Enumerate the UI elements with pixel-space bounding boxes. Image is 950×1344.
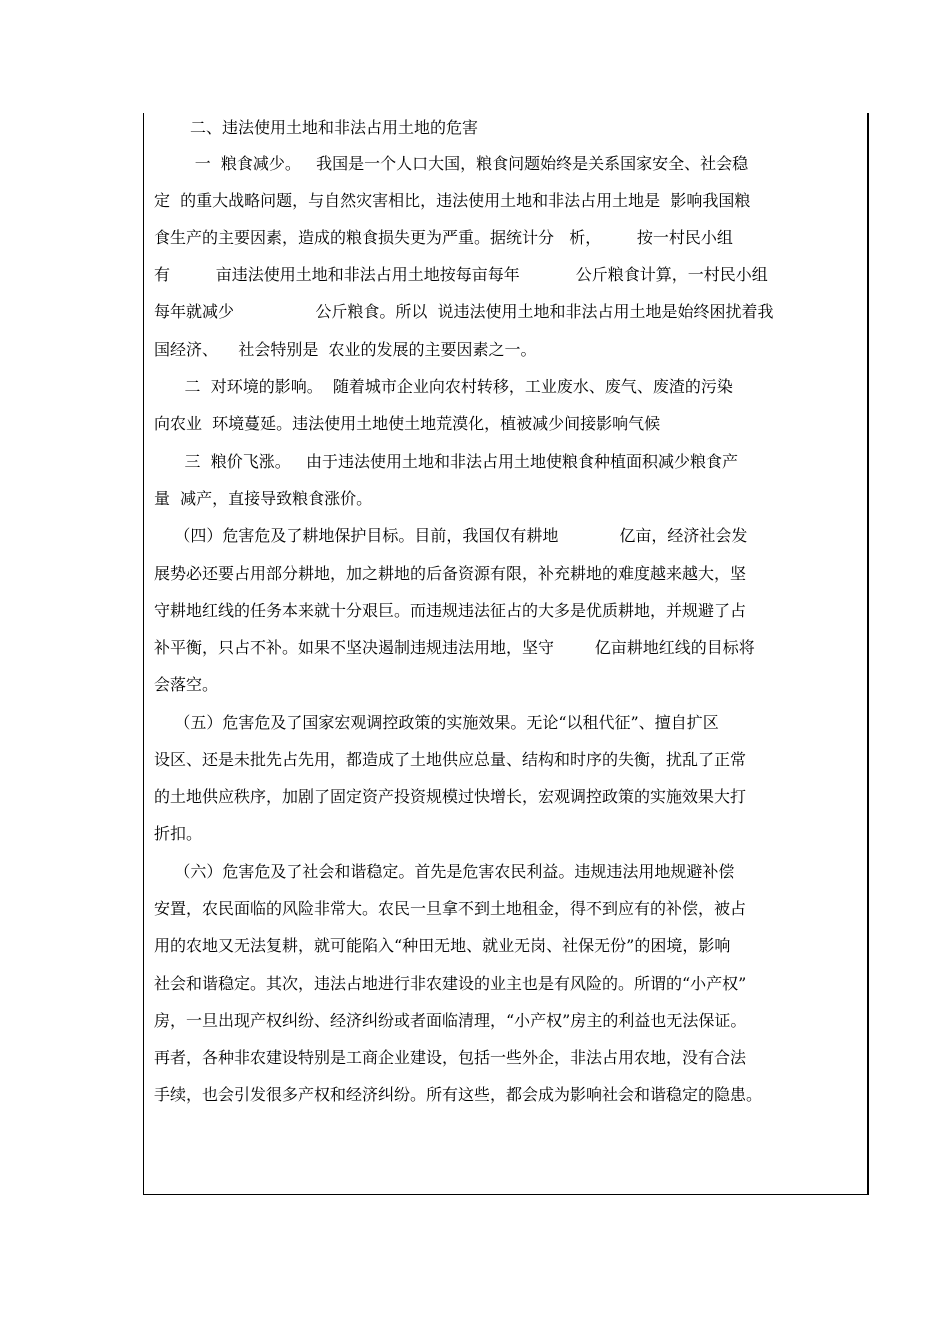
paragraph-line: 补平衡，只占不补。如果不坚决遏制违规违法用地，坚守 亿亩耕地红线的目标将 xyxy=(154,638,755,657)
paragraph-line: 守耕地红线的任务本来就十分艰巨。而违规违法征占的大多是优质耕地，并规避了占 xyxy=(154,601,747,620)
paragraph-line: 国经济、 社会特别是 农业的发展的主要因素之一。 xyxy=(154,340,537,359)
paragraph-line: 安置，农民面临的风险非常大。农民一旦拿不到土地租金，得不到应有的补偿，被占 xyxy=(154,899,747,918)
paragraph-line: （五）危害危及了国家宏观调控政策的实施效果。无论“以租代征”、擅自扩区 xyxy=(154,713,719,732)
paragraph-line: 的土地供应秩序，加剧了固定资产投资规模过快增长，宏观调控政策的实施效果大打 xyxy=(154,787,747,806)
paragraph-line: 展势必还要占用部分耕地，加之耕地的后备资源有限，补充耕地的难度越来越大，坚 xyxy=(154,564,747,583)
paragraph-line: 量 减产，直接导致粮食涨价。 xyxy=(154,489,373,508)
paragraph-line: 设区、还是未批先占先用，都造成了土地供应总量、结构和时序的失衡，扰乱了正常 xyxy=(154,750,747,769)
paragraph-line: （四）危害危及了耕地保护目标。目前，我国仅有耕地 亿亩，经济社会发 xyxy=(154,526,748,545)
paragraph-line: 有 亩违法使用土地和非法占用土地按每亩每年 公斤粮食计算，一村民小组 xyxy=(154,265,768,284)
paragraph-line: 定 的重大战略问题，与自然灾害相比，违法使用土地和非法占用土地是 影响我国粮 xyxy=(154,191,751,210)
paragraph-line: 折扣。 xyxy=(154,824,203,843)
paragraph-line: 向农业 环境蔓延。违法使用土地使土地荒漠化，植被减少间接影响气候 xyxy=(154,414,661,433)
paragraph-line: 手续，也会引发很多产权和经济纠纷。所有这些，都会成为影响社会和谐稳定的隐患。 xyxy=(154,1085,763,1104)
paragraph-line: 会落空。 xyxy=(154,675,219,694)
paragraph-line: 食生产的主要因素，造成的粮食损失更为严重。据统计分 析， 按一村民小组 xyxy=(154,228,733,247)
paragraph-line: 用的农地又无法复耕，就可能陷入“种田无地、就业无岗、社保无份”的困境，影响 xyxy=(154,936,731,955)
paragraph-line: 二 对环境的影响。 随着城市企业向农村转移，工业废水、废气、废渣的污染 xyxy=(154,377,733,396)
paragraph-line: 三 粮价飞涨。 由于违法使用土地和非法占用土地使粮食种植面积减少粮食产 xyxy=(154,452,738,471)
paragraph-line: 每年就减少 公斤粮食。所以 说违法使用土地和非法占用土地是始终困扰着我 xyxy=(154,302,774,321)
paragraph-line: 社会和谐稳定。其次，违法占地进行非农建设的业主也是有风险的。所谓的“小产权” xyxy=(154,974,747,993)
paragraph-line: 一 粮食减少。 我国是一个人口大国，粮食问题始终是关系国家安全、社会稳 xyxy=(154,154,749,173)
paragraph-line: 再者，各种非农建设特别是工商企业建设，包括一些外企，非法占用农地，没有合法 xyxy=(154,1048,747,1067)
section-heading: 二、违法使用土地和非法占用土地的危害 xyxy=(190,118,479,137)
paragraph-line: （六）危害危及了社会和谐稳定。首先是危害农民利益。违规违法用地规避补偿 xyxy=(154,862,735,881)
paragraph-line: 房，一旦出现产权纠纷、经济纠纷或者面临清理，“小产权”房主的利益也无法保证。 xyxy=(154,1011,747,1030)
